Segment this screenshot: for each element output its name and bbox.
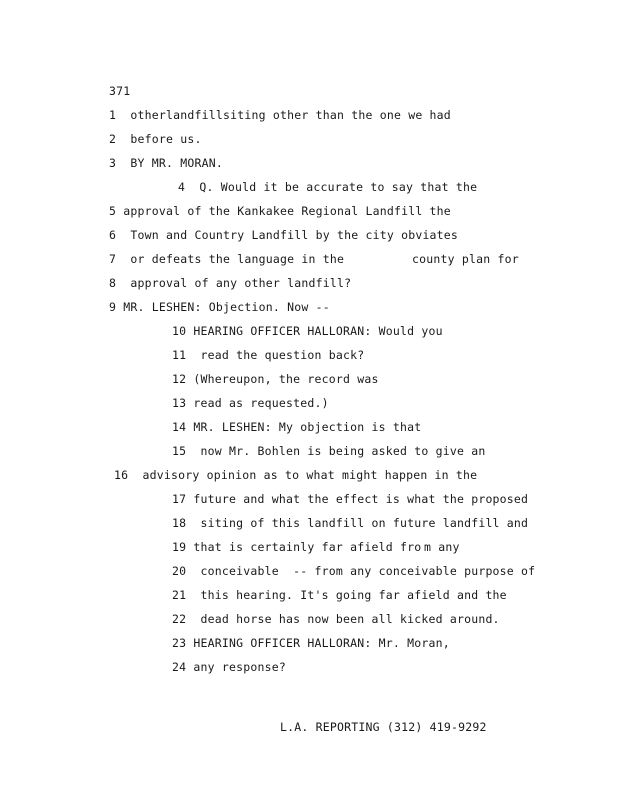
transcript-line-8: 8 approval of any other landfill? <box>109 276 352 290</box>
transcript-line-15: 15 now Mr. Bohlen is being asked to give an <box>172 444 486 458</box>
transcript-line-10: 10 HEARING OFFICER HALLORAN: Would you <box>172 324 443 338</box>
transcript-line-9: 9 MR. LESHEN: Objection. Now -- <box>109 300 330 314</box>
transcript-line-14: 14 MR. LESHEN: My objection is that <box>172 420 422 434</box>
transcript-line-4: 4 Q. Would it be accurate to say that the <box>178 180 478 194</box>
transcript-line-19-tail: m any <box>424 540 460 554</box>
transcript-line-7-tail: county plan for <box>412 252 519 266</box>
transcript-line-7: 7 or defeats the language in the <box>109 252 345 266</box>
transcript-line-20: 20 conceivable -- from any conceivable purpose of <box>172 564 536 578</box>
transcript-line-2: 2 before us. <box>109 132 202 146</box>
transcript-line-21: 21 this hearing. It's going far afield and the <box>172 588 507 602</box>
reporter-footer: L.A. REPORTING (312) 419-9292 <box>280 720 487 734</box>
transcript-line-3: 3 BY MR. MORAN. <box>109 156 223 170</box>
transcript-line-18: 18 siting of this landfill on future landfill and <box>172 516 529 530</box>
transcript-line-17: 17 future and what the effect is what the proposed <box>172 492 529 506</box>
transcript-line-24: 24 any response? <box>172 660 286 674</box>
transcript-line-6: 6 Town and Country Landfill by the city obviates <box>109 228 459 242</box>
transcript-line-13: 13 read as requested.) <box>172 396 329 410</box>
transcript-line-19: 19 that is certainly far afield fro <box>172 540 422 554</box>
transcript-line-5: 5 approval of the Kankakee Regional Landfill the <box>109 204 451 218</box>
transcript-line-12: 12 (Whereupon, the record was <box>172 372 379 386</box>
transcript-line-11: 11 read the question back? <box>172 348 365 362</box>
transcript-line-1: 1 otherlandfillsiting other than the one we had <box>109 108 451 122</box>
transcript-line-16: 16 advisory opinion as to what might happen in the <box>114 468 478 482</box>
transcript-line-22: 22 dead horse has now been all kicked around. <box>172 612 500 626</box>
page-number: 371 <box>109 84 131 98</box>
transcript-line-23: 23 HEARING OFFICER HALLORAN: Mr. Moran, <box>172 636 450 650</box>
